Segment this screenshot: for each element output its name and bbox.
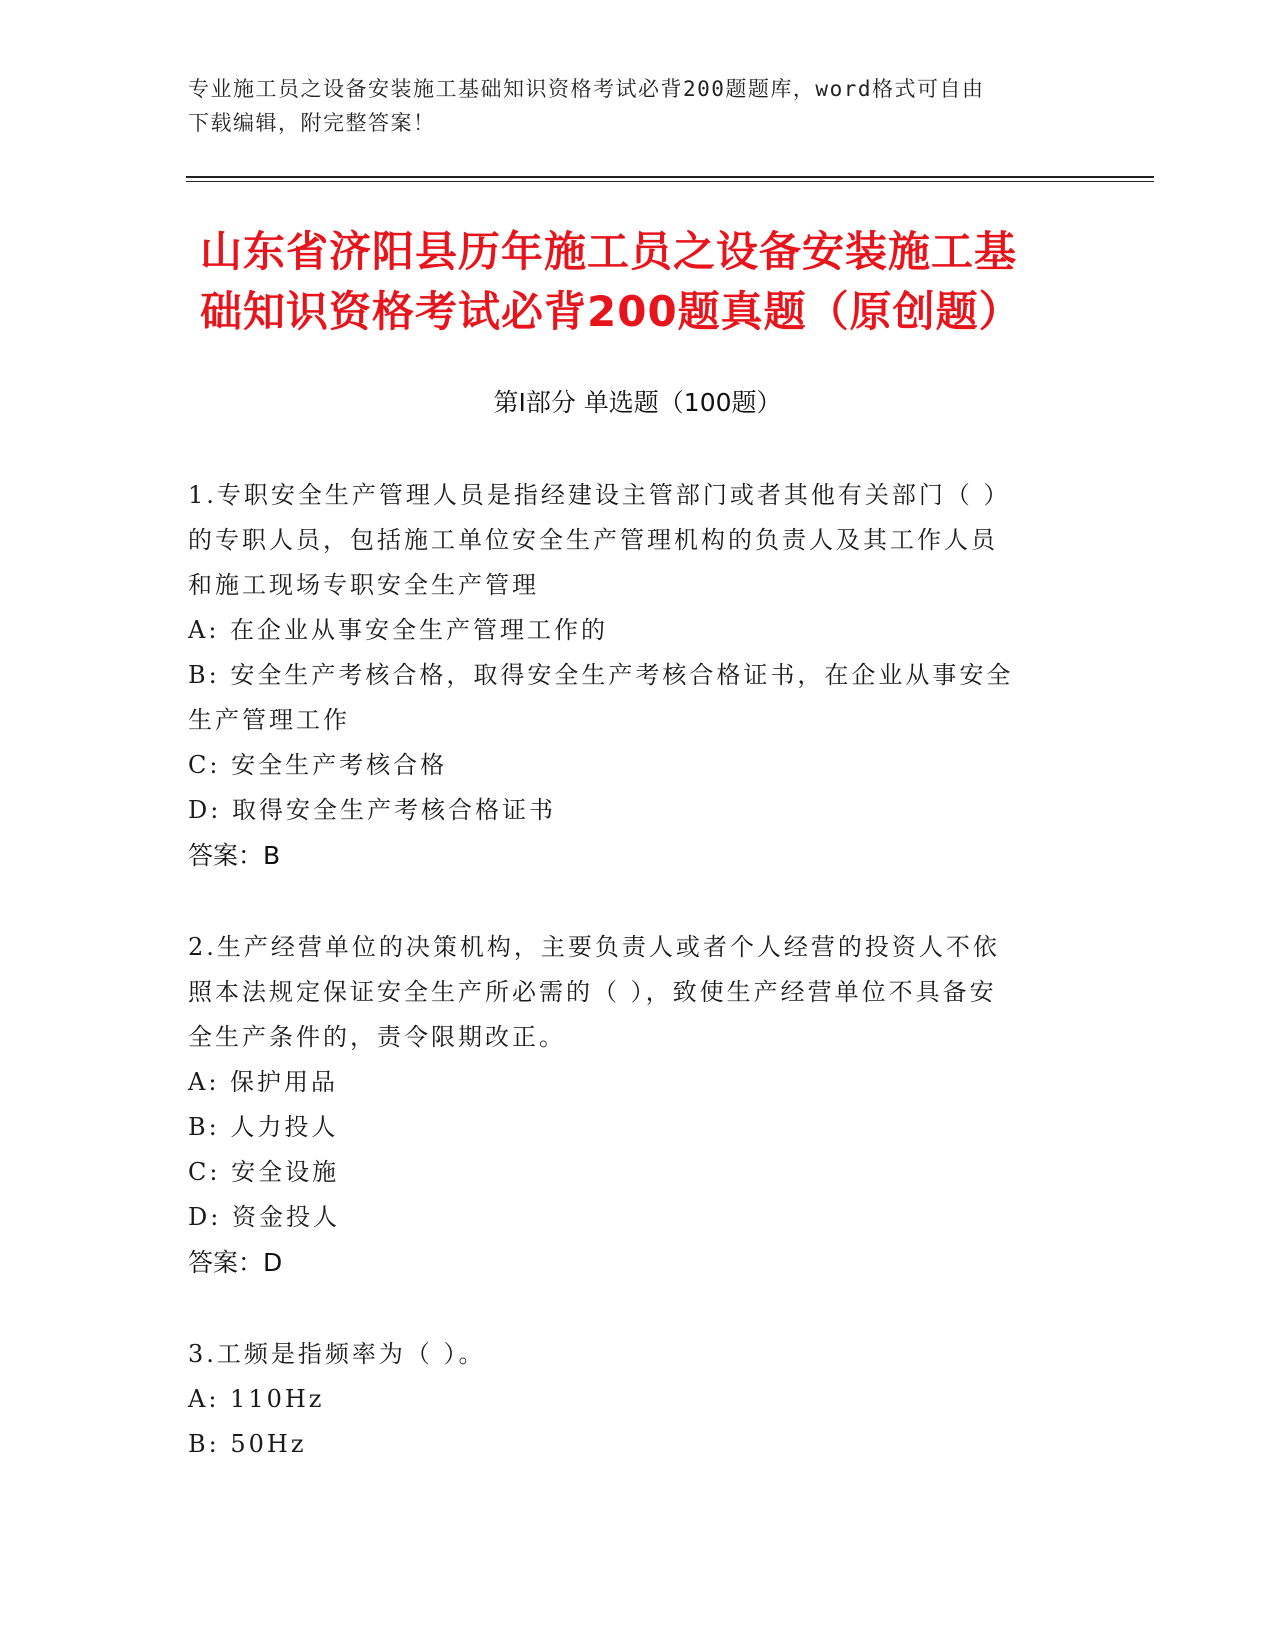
option-d: D: 取得安全生产考核合格证书 <box>188 796 556 824</box>
question-item <box>188 1332 1088 1467</box>
option-b-continued: 生产管理工作 <box>188 706 350 734</box>
option-c: C: 安全生产考核合格 <box>188 751 448 779</box>
header-divider-thin <box>186 181 1154 182</box>
option-a: A: 保护用品 <box>188 1068 339 1096</box>
question-text: 和施工现场专职安全生产管理 <box>188 571 539 599</box>
option-a: A: 在企业从事安全生产管理工作的 <box>188 616 609 644</box>
question-text: 的专职人员，包括施工单位安全生产管理机构的负责人及其工作人员 <box>188 526 998 554</box>
question-text: 3.工频是指频率为（ ）。 <box>188 1340 486 1368</box>
header-line-2: 下载编辑，附完整答案！ <box>188 111 436 135</box>
header-line-1: 专业施工员之设备安装施工基础知识资格考试必背200题题库，word格式可自由 <box>188 77 985 101</box>
question-text: 照本法规定保证安全生产所必需的（ ），致使生产经营单位不具备安 <box>188 978 997 1006</box>
title-line-2: 础知识资格考试必背200题真题（原创题） <box>200 287 1022 336</box>
spacer <box>188 1285 1088 1332</box>
question-text: 1.专职安全生产管理人员是指经建设主管部门或者其他有关部门（ ） <box>188 481 1011 509</box>
spacer <box>188 878 1088 925</box>
section-heading: 第Ⅰ部分 单选题（100题） <box>493 388 782 417</box>
option-a: A: 110Hz <box>188 1385 325 1413</box>
question-item <box>188 925 1088 1285</box>
question-text: 全生产条件的，责令限期改正。 <box>188 1023 566 1051</box>
option-b: B: 50Hz <box>188 1430 307 1458</box>
question-item <box>188 473 1088 878</box>
answer-label: 答案：D <box>188 1248 283 1277</box>
document-title <box>200 222 1100 342</box>
answer-label: 答案：B <box>188 841 281 870</box>
question-list <box>188 473 1088 1467</box>
option-b: B: 安全生产考核合格，取得安全生产考核合格证书，在企业从事安全 <box>188 661 1014 689</box>
option-c: C: 安全设施 <box>188 1158 340 1186</box>
header-divider-thick <box>186 176 1154 178</box>
option-b: B: 人力投人 <box>188 1113 339 1141</box>
option-d: D: 资金投人 <box>188 1203 340 1231</box>
question-text: 2.生产经营单位的决策机构，主要负责人或者个人经营的投资人不依 <box>188 933 1000 961</box>
document-header <box>188 72 1088 140</box>
title-line-1: 山东省济阳县历年施工员之设备安装施工基 <box>200 227 1018 276</box>
